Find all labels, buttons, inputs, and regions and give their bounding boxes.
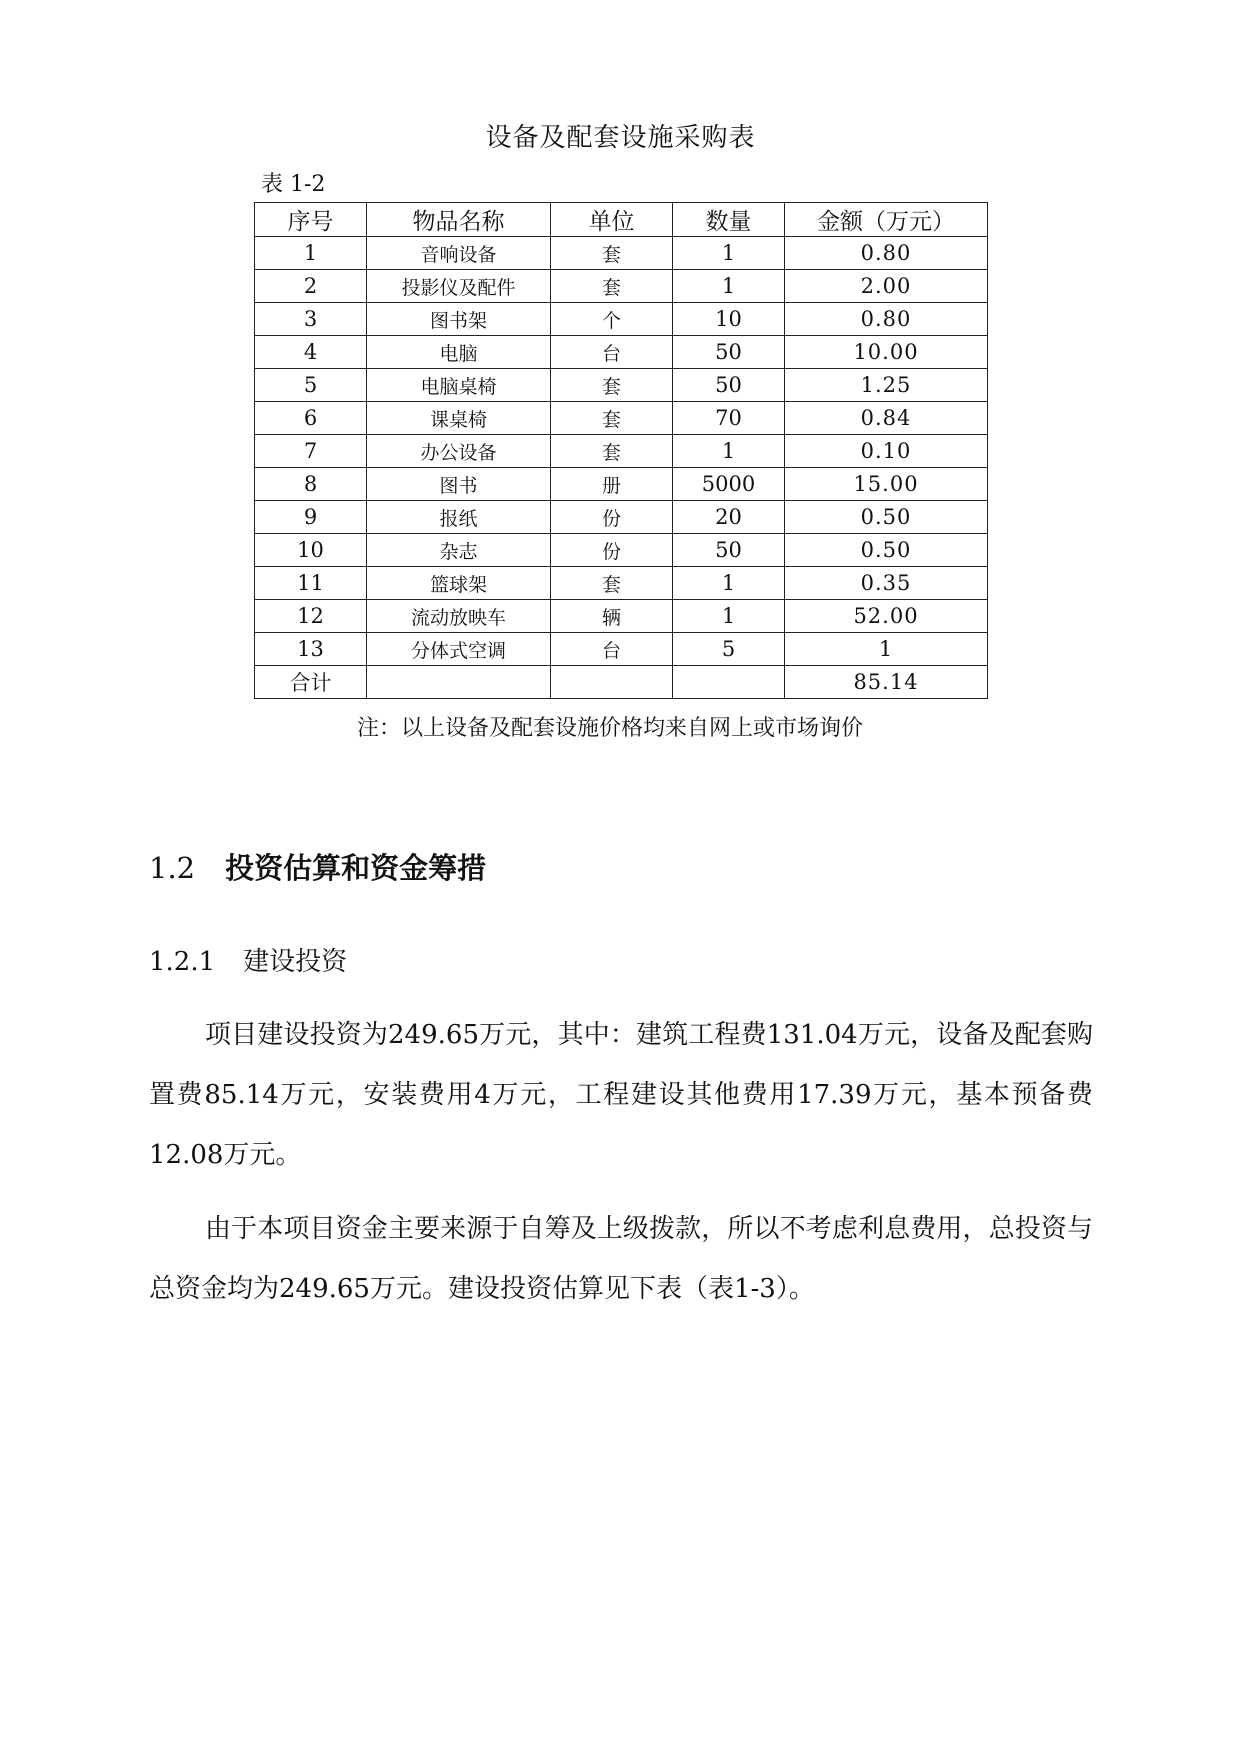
column-header-quantity: 数量 bbox=[673, 203, 785, 237]
table-row bbox=[255, 501, 988, 534]
unit-cell: 份 bbox=[551, 501, 673, 534]
item-name-cell: 电脑桌椅 bbox=[367, 369, 551, 402]
table-row bbox=[255, 534, 988, 567]
table-row bbox=[255, 237, 988, 270]
unit-cell: 套 bbox=[551, 369, 673, 402]
table-row bbox=[255, 369, 988, 402]
quantity-cell: 50 bbox=[673, 336, 785, 369]
row-index-cell: 4 bbox=[255, 336, 367, 369]
quantity-cell: 1 bbox=[673, 567, 785, 600]
table-row bbox=[255, 402, 988, 435]
item-name-cell: 杂志 bbox=[367, 534, 551, 567]
table-header-row bbox=[255, 203, 988, 237]
section-title: 投资估算和资金筹措 bbox=[225, 851, 487, 885]
subsection-title: 建设投资 bbox=[243, 947, 348, 977]
item-name-cell: 图书架 bbox=[367, 303, 551, 336]
amount-cell: 0.84 bbox=[785, 402, 988, 435]
subsection-heading bbox=[149, 944, 347, 980]
table-row bbox=[255, 270, 988, 303]
row-index-cell: 2 bbox=[255, 270, 367, 303]
row-index-cell: 11 bbox=[255, 567, 367, 600]
body-paragraph: 项目建设投资为249.65万元，其中：建筑工程费131.04万元，设备及配套购置费85.14万元，安装费用4万元，工程建设其他费用17.39万元，基本预备费12.08万元。 bbox=[149, 1020, 1093, 1170]
table-row bbox=[255, 600, 988, 633]
amount-cell: 0.80 bbox=[785, 303, 988, 336]
amount-cell: 2.00 bbox=[785, 270, 988, 303]
item-name-cell: 图书 bbox=[367, 468, 551, 501]
amount-cell: 10.00 bbox=[785, 336, 988, 369]
body-paragraph: 由于本项目资金主要来源于自筹及上级拨款，所以不考虑利息费用，总投资与总资金均为249.65万元。建设投资估算见下表（表1-3）。 bbox=[149, 1214, 1093, 1304]
subsection-number: 1.2.1 bbox=[149, 947, 216, 977]
column-header-item-name: 物品名称 bbox=[367, 203, 551, 237]
amount-cell: 15.00 bbox=[785, 468, 988, 501]
item-name-cell: 电脑 bbox=[367, 336, 551, 369]
row-index-cell: 8 bbox=[255, 468, 367, 501]
item-name-cell: 音响设备 bbox=[367, 237, 551, 270]
item-name-cell: 报纸 bbox=[367, 501, 551, 534]
row-index-cell: 5 bbox=[255, 369, 367, 402]
total-amount: 85.14 bbox=[785, 666, 988, 699]
table-number: 表 1-2 bbox=[261, 172, 326, 197]
amount-cell: 1.25 bbox=[785, 369, 988, 402]
unit-cell: 套 bbox=[551, 567, 673, 600]
row-index-cell: 12 bbox=[255, 600, 367, 633]
table-row bbox=[255, 468, 988, 501]
row-index-cell: 6 bbox=[255, 402, 367, 435]
unit-cell: 份 bbox=[551, 534, 673, 567]
item-name-cell: 课桌椅 bbox=[367, 402, 551, 435]
row-index-cell: 13 bbox=[255, 633, 367, 666]
item-name-cell: 篮球架 bbox=[367, 567, 551, 600]
total-empty-cell bbox=[551, 666, 673, 699]
table-title: 设备及配套设施采购表 bbox=[485, 123, 756, 153]
column-header-index: 序号 bbox=[255, 203, 367, 237]
amount-cell: 0.10 bbox=[785, 435, 988, 468]
table-row bbox=[255, 567, 988, 600]
table-row bbox=[255, 633, 988, 666]
unit-cell: 个 bbox=[551, 303, 673, 336]
total-empty-cell bbox=[367, 666, 551, 699]
quantity-cell: 50 bbox=[673, 534, 785, 567]
table-note: 注：以上设备及配套设施价格均来自网上或市场询价 bbox=[357, 716, 864, 741]
section-number: 1.2 bbox=[149, 851, 196, 885]
quantity-cell: 70 bbox=[673, 402, 785, 435]
row-index-cell: 7 bbox=[255, 435, 367, 468]
table-row bbox=[255, 435, 988, 468]
quantity-cell: 5 bbox=[673, 633, 785, 666]
quantity-cell: 1 bbox=[673, 435, 785, 468]
row-index-cell: 3 bbox=[255, 303, 367, 336]
quantity-cell: 20 bbox=[673, 501, 785, 534]
amount-cell: 0.80 bbox=[785, 237, 988, 270]
amount-cell: 0.50 bbox=[785, 501, 988, 534]
amount-cell: 0.50 bbox=[785, 534, 988, 567]
quantity-cell: 10 bbox=[673, 303, 785, 336]
table-row bbox=[255, 336, 988, 369]
item-name-cell: 流动放映车 bbox=[367, 600, 551, 633]
amount-cell: 1 bbox=[785, 633, 988, 666]
quantity-cell: 1 bbox=[673, 237, 785, 270]
unit-cell: 台 bbox=[551, 336, 673, 369]
item-name-cell: 分体式空调 bbox=[367, 633, 551, 666]
column-header-amount: 金额（万元） bbox=[785, 203, 988, 237]
unit-cell: 辆 bbox=[551, 600, 673, 633]
unit-cell: 套 bbox=[551, 402, 673, 435]
item-name-cell: 办公设备 bbox=[367, 435, 551, 468]
unit-cell: 套 bbox=[551, 270, 673, 303]
total-label: 合计 bbox=[255, 666, 367, 699]
quantity-cell: 50 bbox=[673, 369, 785, 402]
equipment-table bbox=[254, 202, 988, 699]
quantity-cell: 1 bbox=[673, 600, 785, 633]
unit-cell: 台 bbox=[551, 633, 673, 666]
unit-cell: 套 bbox=[551, 435, 673, 468]
amount-cell: 0.35 bbox=[785, 567, 988, 600]
amount-cell: 52.00 bbox=[785, 600, 988, 633]
quantity-cell: 5000 bbox=[673, 468, 785, 501]
total-empty-cell bbox=[673, 666, 785, 699]
row-index-cell: 1 bbox=[255, 237, 367, 270]
unit-cell: 册 bbox=[551, 468, 673, 501]
column-header-unit: 单位 bbox=[551, 203, 673, 237]
table-total-row bbox=[255, 666, 988, 699]
unit-cell: 套 bbox=[551, 237, 673, 270]
table-row bbox=[255, 303, 988, 336]
row-index-cell: 9 bbox=[255, 501, 367, 534]
section-heading bbox=[149, 848, 486, 888]
quantity-cell: 1 bbox=[673, 270, 785, 303]
row-index-cell: 10 bbox=[255, 534, 367, 567]
item-name-cell: 投影仪及配件 bbox=[367, 270, 551, 303]
